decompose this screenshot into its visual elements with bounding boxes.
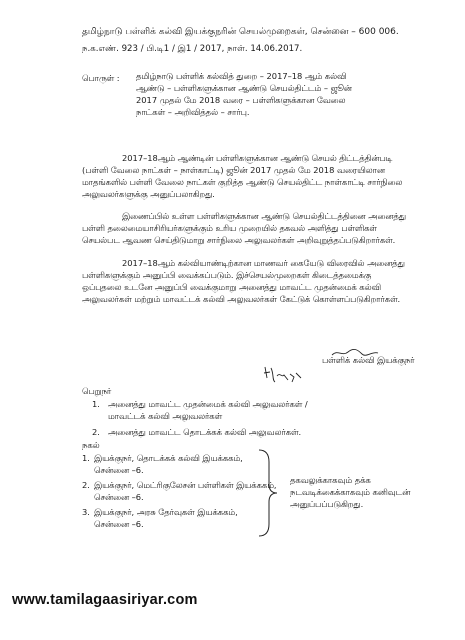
reference-number: ந.க.எண். 923 / பி.டி1 / இ1 / 2017, நாள். 14.06.2017. — [82, 44, 303, 54]
paragraph-line: செயல்பட ஆவண செய்திடுமாறு சார்நிலை அலுவலர்கள் அறிவுறுத்தப்படுகிறார்கள். — [82, 235, 396, 246]
copies-label: நகல் — [82, 440, 100, 450]
list-number: 3. — [82, 507, 90, 518]
body-paragraph-2 — [82, 210, 432, 246]
list-text: சென்னை –6. — [94, 465, 144, 476]
recipients-list — [92, 398, 308, 438]
list-number: 2. — [82, 480, 90, 491]
recipients-label: பெறுநர் — [82, 386, 112, 396]
handwritten-initials — [262, 364, 304, 386]
list-text: மாவட்டக் கல்வி அலுவலர்கள் — [108, 411, 223, 422]
note-line: அனுப்பப்படுகிறது. — [290, 499, 364, 510]
list-text: அனைத்து மாவட்ட முதன்மைக் கல்வி அலுவலர்கள் / — [108, 399, 308, 409]
list-text: இயக்குநர், தொடக்கக் கல்வி இயக்ககம், — [94, 453, 243, 463]
list-text: அனைத்து மாவட்ட தொடக்கக் கல்வி அலுவலர்கள். — [108, 427, 302, 438]
note-line: நடவடிக்கைக்காகவும் கனிவுடன் — [290, 487, 411, 498]
office-header: தமிழ்நாடு பள்ளிக் கல்வி இயக்குநரின் செயல்முறைகள், சென்னை – 600 006. — [82, 27, 399, 37]
list-number: 2. — [92, 427, 100, 438]
paragraph-line: அலுவலர்கள் மற்றும் மாவட்டக் கல்வி அலுவலர்கள் கேட்டுக் கொள்ளப்படுகிறார்கள். — [82, 294, 401, 305]
paragraph-line: ஒப்புதலை உடனே அனுப்பி வைக்குமாறு அனைத்து மாவட்ட முதன்மைக் கல்வி — [82, 282, 381, 293]
subject-line: நாட்கள் – அறிவித்தல் – சார்பு. — [136, 107, 250, 118]
note-line: தகவலுக்காகவும் தக்க — [290, 475, 371, 485]
list-item — [82, 479, 277, 503]
copies-note — [290, 474, 440, 510]
list-number: 1. — [82, 453, 90, 463]
body-paragraph-3 — [82, 257, 432, 305]
list-text: சென்னை –6. — [94, 519, 144, 530]
paragraph-line: (பள்ளி வேலை நாட்கள் – நாள்காட்டி) ஜூன் 2017 முதல் மே 2018 வரையிலான — [82, 165, 385, 176]
subject-line: 2017 முதல் மே 2018 வரை – பள்ளிகளுக்கான வேலை — [136, 95, 346, 106]
paragraph-line: இணைப்பில் உள்ள பள்ளிகளுக்கான ஆண்டு செயல்திட்டத்தினை அனைத்து — [122, 211, 406, 221]
body-paragraph-1 — [82, 152, 432, 200]
list-item — [92, 426, 308, 438]
paragraph-line: 2017–18ஆம் கல்வியாண்டிற்கான மாணவர் கையேடு விரைவில் அனைத்து — [122, 258, 405, 268]
subject-label: பொருள் : — [82, 73, 120, 83]
list-number: 1. — [92, 399, 100, 409]
paragraph-line: பள்ளி தலைமையாசிரியர்களுக்கும் உரிய முறையில் தகவல் அளித்து பள்ளிகள் — [82, 223, 377, 234]
paragraph-line: அலுவலர்களுக்கு அனுப்பலாகிறது. — [82, 189, 215, 200]
list-item — [82, 506, 277, 530]
paragraph-line: 2017–18ஆம் ஆண்டின் பள்ளிகளுக்கான ஆண்டு செயல் திட்டத்தின்படி — [122, 153, 393, 163]
signatory-title: பள்ளிக் கல்வி இயக்குநர் — [322, 355, 415, 365]
paragraph-line: பள்ளிகளுக்கும் அனுப்பி வைக்கப்படும். இச்செயல்முறைகள் கிடைத்தமைக்கு — [82, 270, 372, 281]
subject-line: தமிழ்நாடு பள்ளிக் கல்வித் துறை – 2017–18 ஆம் கல்வி — [136, 71, 347, 81]
list-text: இயக்குநர், மெட்ரிகுலேசன் பள்ளிகள் இயக்ககம், — [94, 480, 277, 491]
list-text: இயக்குநர், அரசு தேர்வுகள் இயக்ககம், — [94, 507, 238, 518]
subject-line: ஆண்டு – பள்ளிகளுக்கான ஆண்டு செயல்திட்டம் – ஜூன் — [136, 83, 352, 94]
copies-list — [82, 452, 277, 533]
subject-text — [136, 70, 386, 118]
list-item — [92, 398, 308, 422]
website-watermark: www.tamilagaasiriyar.com — [12, 592, 198, 608]
list-text: சென்னை –6. — [94, 492, 144, 503]
right-brace — [257, 448, 279, 538]
list-item — [82, 452, 277, 476]
paragraph-line: மாதங்களில் பள்ளி வேலை நாட்கள் குறித்த ஆண்டு செயல்திட்ட நாள்காட்டி சார்நிலை — [82, 177, 403, 188]
